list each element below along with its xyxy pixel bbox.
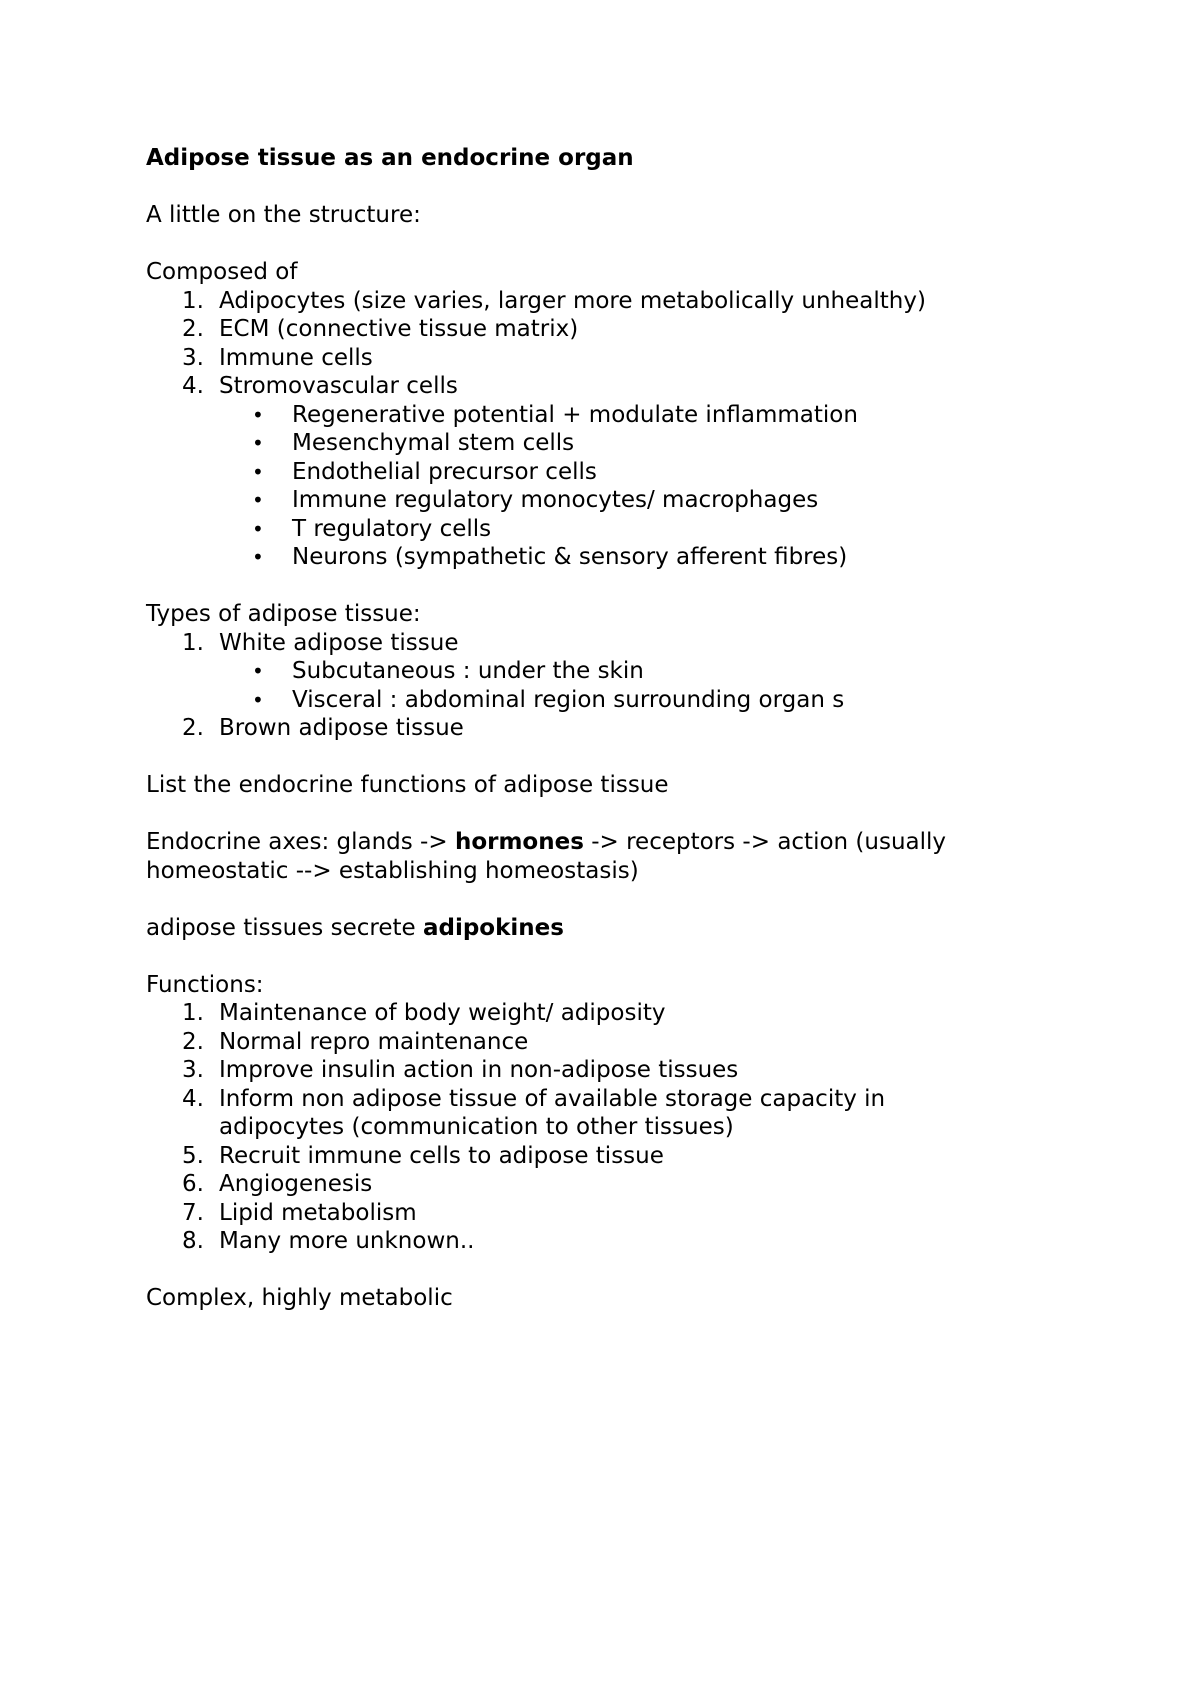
list-number: 2. — [182, 715, 204, 741]
list-number: 2. — [182, 1028, 204, 1055]
spacer — [146, 230, 1106, 259]
list-number: 1. — [182, 287, 204, 314]
bullet-item — [146, 686, 1106, 715]
hormones-keyword: hormones — [454, 829, 584, 855]
list-item-text: Inform non adipose tissue of available storage capacity in adipocytes (communication to other tissues) — [219, 1085, 886, 1140]
list-number: 8. — [182, 1228, 204, 1254]
list-number: 5. — [182, 1142, 204, 1169]
bullet-item — [146, 486, 1106, 515]
spacer — [146, 885, 1106, 914]
bullet-text: Regenerative potential + modulate inflammation — [292, 401, 858, 428]
list-item — [146, 1056, 1106, 1085]
list-item — [146, 1199, 1106, 1228]
list-number: 3. — [182, 344, 204, 371]
endocrine-axes-text: -> receptors -> action (usually — [583, 829, 947, 855]
endocrine-axes-line-2: homeostatic --> establishing homeostasis) — [146, 857, 639, 884]
bullet-icon: • — [252, 459, 264, 484]
functions-heading: Functions: — [146, 971, 264, 998]
bullet-item — [146, 401, 1106, 430]
list-item-text: Lipid metabolism — [219, 1199, 417, 1226]
list-item-text: Brown adipose tissue — [219, 715, 464, 741]
list-item-text: Angiogenesis — [219, 1171, 373, 1197]
spacer — [146, 743, 1106, 772]
list-item — [146, 629, 1106, 658]
list-number: 1. — [182, 1000, 204, 1026]
bullet-icon: • — [252, 488, 264, 512]
bullet-icon: • — [252, 545, 264, 569]
list-number: 4. — [182, 1085, 204, 1112]
structure-intro: A little on the structure: — [146, 202, 421, 228]
list-item — [146, 1142, 1106, 1171]
list-item-text: ECM (connective tissue matrix) — [219, 316, 579, 342]
list-item — [146, 1085, 939, 1142]
list-item — [146, 372, 1106, 401]
list-item-text: Maintenance of body weight/ adiposity — [219, 1000, 666, 1026]
list-number: 7. — [182, 1199, 204, 1226]
bullet-item — [146, 657, 1106, 686]
list-prompt: List the endocrine functions of adipose tissue — [146, 772, 669, 798]
bullet-text: Endothelial precursor cells — [292, 458, 597, 485]
list-item — [146, 1028, 1106, 1057]
secrete-text: adipose tissues secrete — [146, 914, 423, 941]
list-item-text: Improve insulin action in non-adipose tissues — [219, 1057, 739, 1083]
list-item-text: Immune cells — [219, 344, 373, 371]
list-item — [146, 344, 1106, 373]
list-item-text: Many more unknown.. — [219, 1228, 475, 1254]
list-number: 6. — [182, 1171, 204, 1197]
list-item — [146, 1227, 1106, 1256]
conclusion: Complex, highly metabolic — [146, 1285, 453, 1311]
spacer — [146, 572, 1106, 601]
bullet-icon: • — [252, 516, 264, 541]
bullet-item — [146, 429, 1106, 458]
secrete-line — [146, 914, 1106, 943]
list-item-text: Adipocytes (size varies, larger more metabolically unhealthy) — [219, 287, 926, 314]
bullet-text: T regulatory cells — [292, 515, 492, 542]
bullet-icon: • — [252, 687, 264, 712]
list-number: 2. — [182, 316, 204, 342]
list-number: 3. — [182, 1057, 204, 1083]
bullet-icon: • — [252, 402, 264, 427]
list-item — [146, 999, 1106, 1028]
list-item-text: Stromovascular cells — [219, 373, 458, 399]
spacer — [146, 173, 1106, 202]
bullet-text: Subcutaneous : under the skin — [292, 658, 644, 684]
list-item — [146, 1170, 1106, 1199]
list-number: 1. — [182, 629, 204, 656]
list-item — [146, 287, 1106, 316]
spacer — [146, 942, 1106, 971]
document-title: Adipose tissue as an endocrine organ — [146, 145, 634, 171]
composed-of-heading: Composed of — [146, 259, 298, 285]
list-number: 4. — [182, 373, 204, 399]
list-item — [146, 714, 1106, 743]
bullet-item — [146, 458, 1106, 487]
bullet-text: Mesenchymal stem cells — [292, 430, 575, 456]
list-item-text: Normal repro maintenance — [219, 1028, 529, 1055]
endocrine-axes-text: Endocrine axes: glands -> — [146, 829, 455, 855]
bullet-text: Immune regulatory monocytes/ macrophages — [292, 487, 819, 513]
spacer — [146, 800, 1106, 829]
adipokines-keyword: adipokines — [422, 914, 564, 941]
list-item — [146, 315, 1106, 344]
bullet-text: Visceral : abdominal region surrounding organ s — [292, 686, 845, 713]
spacer — [146, 1256, 1106, 1285]
list-item-text: Recruit immune cells to adipose tissue — [219, 1142, 664, 1169]
bullet-item — [146, 543, 1106, 572]
bullet-item — [146, 515, 1106, 544]
list-item-text: White adipose tissue — [219, 629, 459, 656]
types-heading: Types of adipose tissue: — [146, 601, 421, 627]
bullet-text: Neurons (sympathetic & sensory afferent fibres) — [292, 544, 848, 570]
bullet-icon: • — [252, 659, 264, 683]
bullet-icon: • — [252, 431, 264, 455]
document-page — [146, 144, 1106, 1313]
endocrine-axes-line — [146, 828, 1106, 857]
